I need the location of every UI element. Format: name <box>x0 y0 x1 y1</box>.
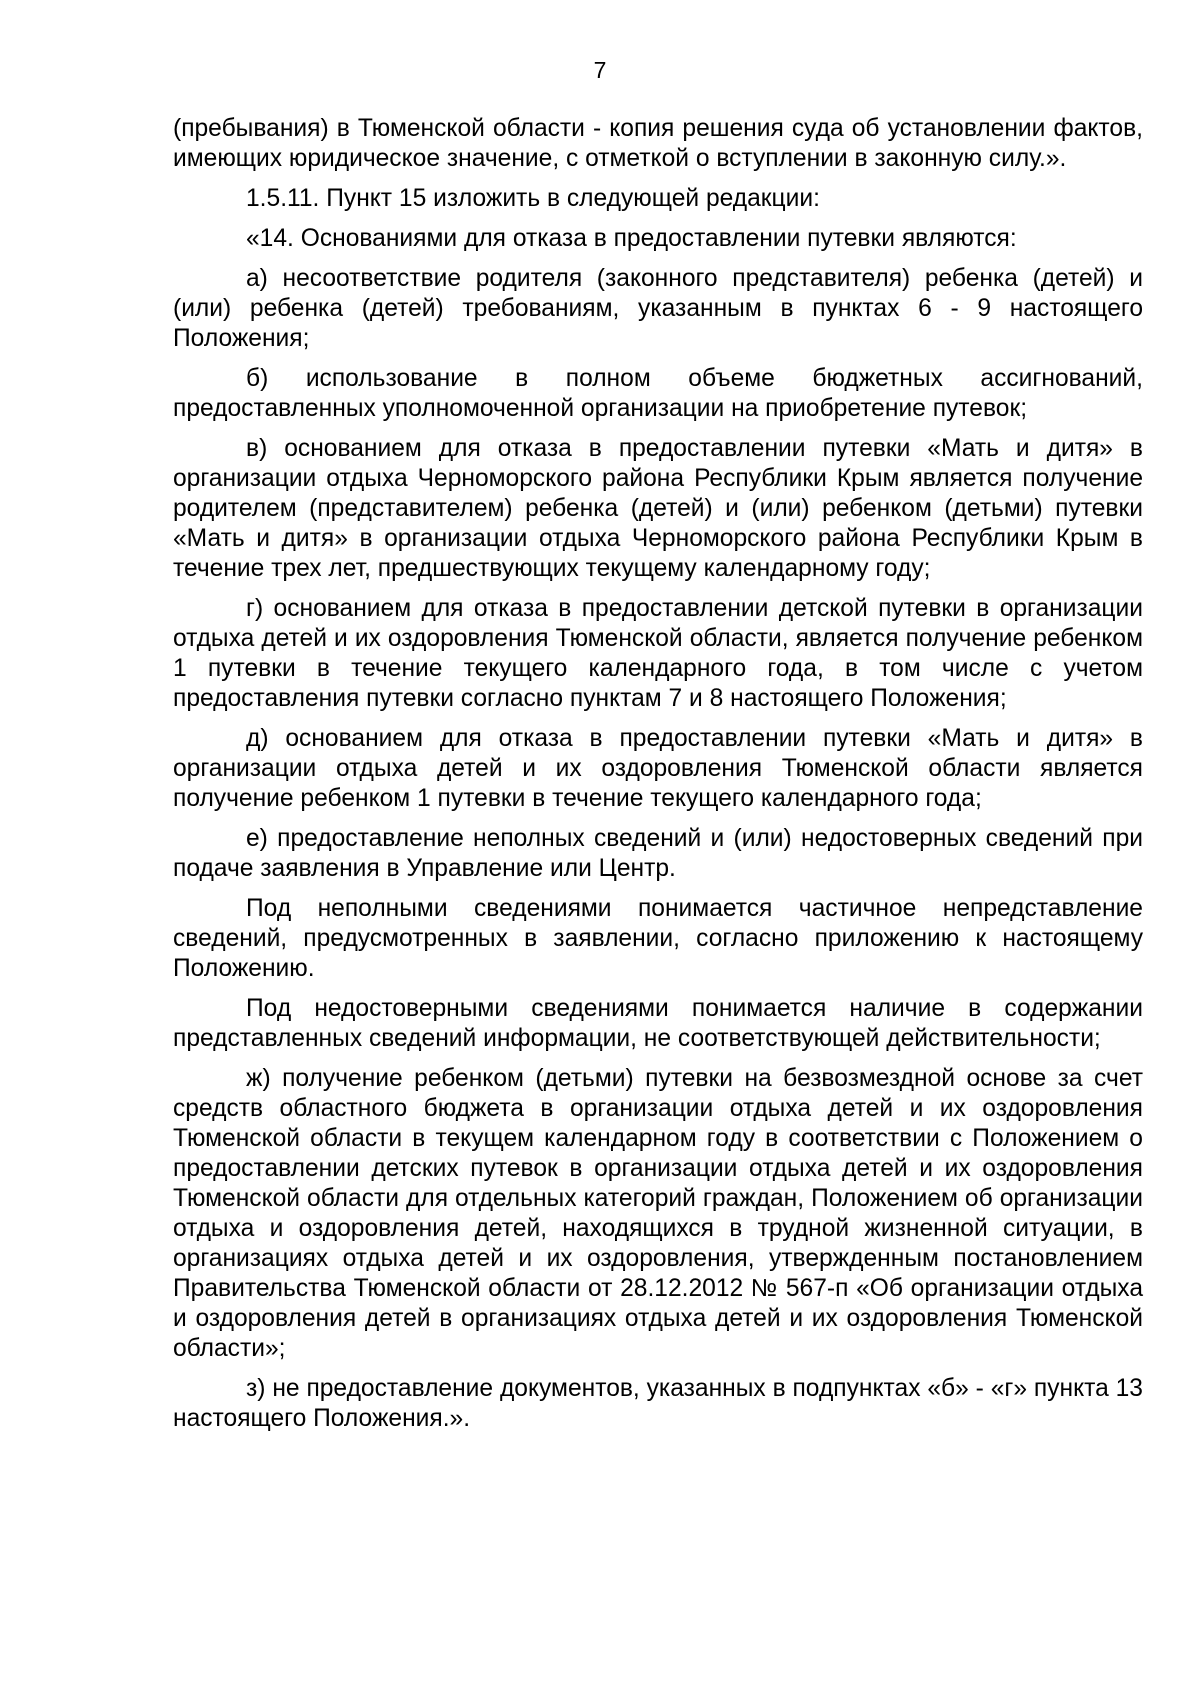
page-number: 7 <box>593 57 607 83</box>
paragraph-false-info-definition: Под недостоверными сведениями понимается наличие в содержании представленных сведений информации, не соответствующей действительности; <box>173 995 1143 1052</box>
paragraph-continuation: (пребывания) в Тюменской области - копия решения суда об установлении фактов, имеющих юридическое значение, с отметкой о вступлении в законную силу.». <box>173 115 1143 172</box>
paragraph-item-e: е) предоставление неполных сведений и (или) недостоверных сведений при подаче заявления в Управление или Центр. <box>173 825 1143 882</box>
paragraph-item-v: в) основанием для отказа в предоставлении путевки «Мать и дитя» в организации отдыха Черноморского района Республики Крым является получение родителем (представителем) ребенка (детей) и (или) ребенком (детьми) путевки «Мать и дитя» в организации отдыха Черноморского района Республики Крым в течение трех лет, предшествующих текущему календарному году; <box>173 435 1143 582</box>
paragraph-item-g: г) основанием для отказа в предоставлении детской путевки в организации отдыха детей и их оздоровления Тюменской области, является получение ребенком 1 путевки в течение текущего календарного года, в том числе с учетом предоставления путевки согласно пунктам 7 и 8 настоящего Положения; <box>173 595 1143 712</box>
document-body <box>173 114 1143 1444</box>
paragraph-clause-14: «14. Основаниями для отказа в предоставлении путевки являются: <box>246 225 1017 252</box>
paragraph-item-zh: ж) получение ребенком (детьми) путевки на безвозмездной основе за счет средств областного бюджета в организации отдыха детей и их оздоровления Тюменской области в текущем календарном году в соответствии с Положением о предоставлении детских путевок в организации отдыха детей и их оздоровления Тюменской области для отдельных категорий граждан, Положением об организации отдыха и оздоровления детей, находящихся в трудной жизненной ситуации, в организациях отдыха детей и их оздоровления, утвержденным постановлением Правительства Тюменской области от 28.12.2012 № 567-п «Об организации отдыха и оздоровления детей в организациях отдыха детей и их оздоровления Тюменской области»; <box>173 1065 1143 1362</box>
paragraph-incomplete-info-definition: Под неполными сведениями понимается частичное непредставление сведений, предусмотренных в заявлении, согласно приложению к настоящему Положению. <box>173 895 1143 982</box>
paragraph-item-b: б) использование в полном объеме бюджетных ассигнований, предоставленных уполномоченной организации на приобретение путевок; <box>173 365 1143 422</box>
paragraph-item-a: а) несоответствие родителя (законного представителя) ребенка (детей) и (или) ребенка (детей) требованиям, указанным в пунктах 6 - 9 настоящего Положения; <box>173 265 1143 352</box>
paragraph-item-z: з) не предоставление документов, указанных в подпунктах «б» - «г» пункта 13 настоящего Положения.». <box>173 1375 1143 1432</box>
paragraph-item-d: д) основанием для отказа в предоставлении путевки «Мать и дитя» в организации отдыха детей и их оздоровления Тюменской области является получение ребенком 1 путевки в течение текущего календарного года; <box>173 725 1143 812</box>
paragraph-amendment-heading: 1.5.11. Пункт 15 изложить в следующей редакции: <box>246 185 820 212</box>
